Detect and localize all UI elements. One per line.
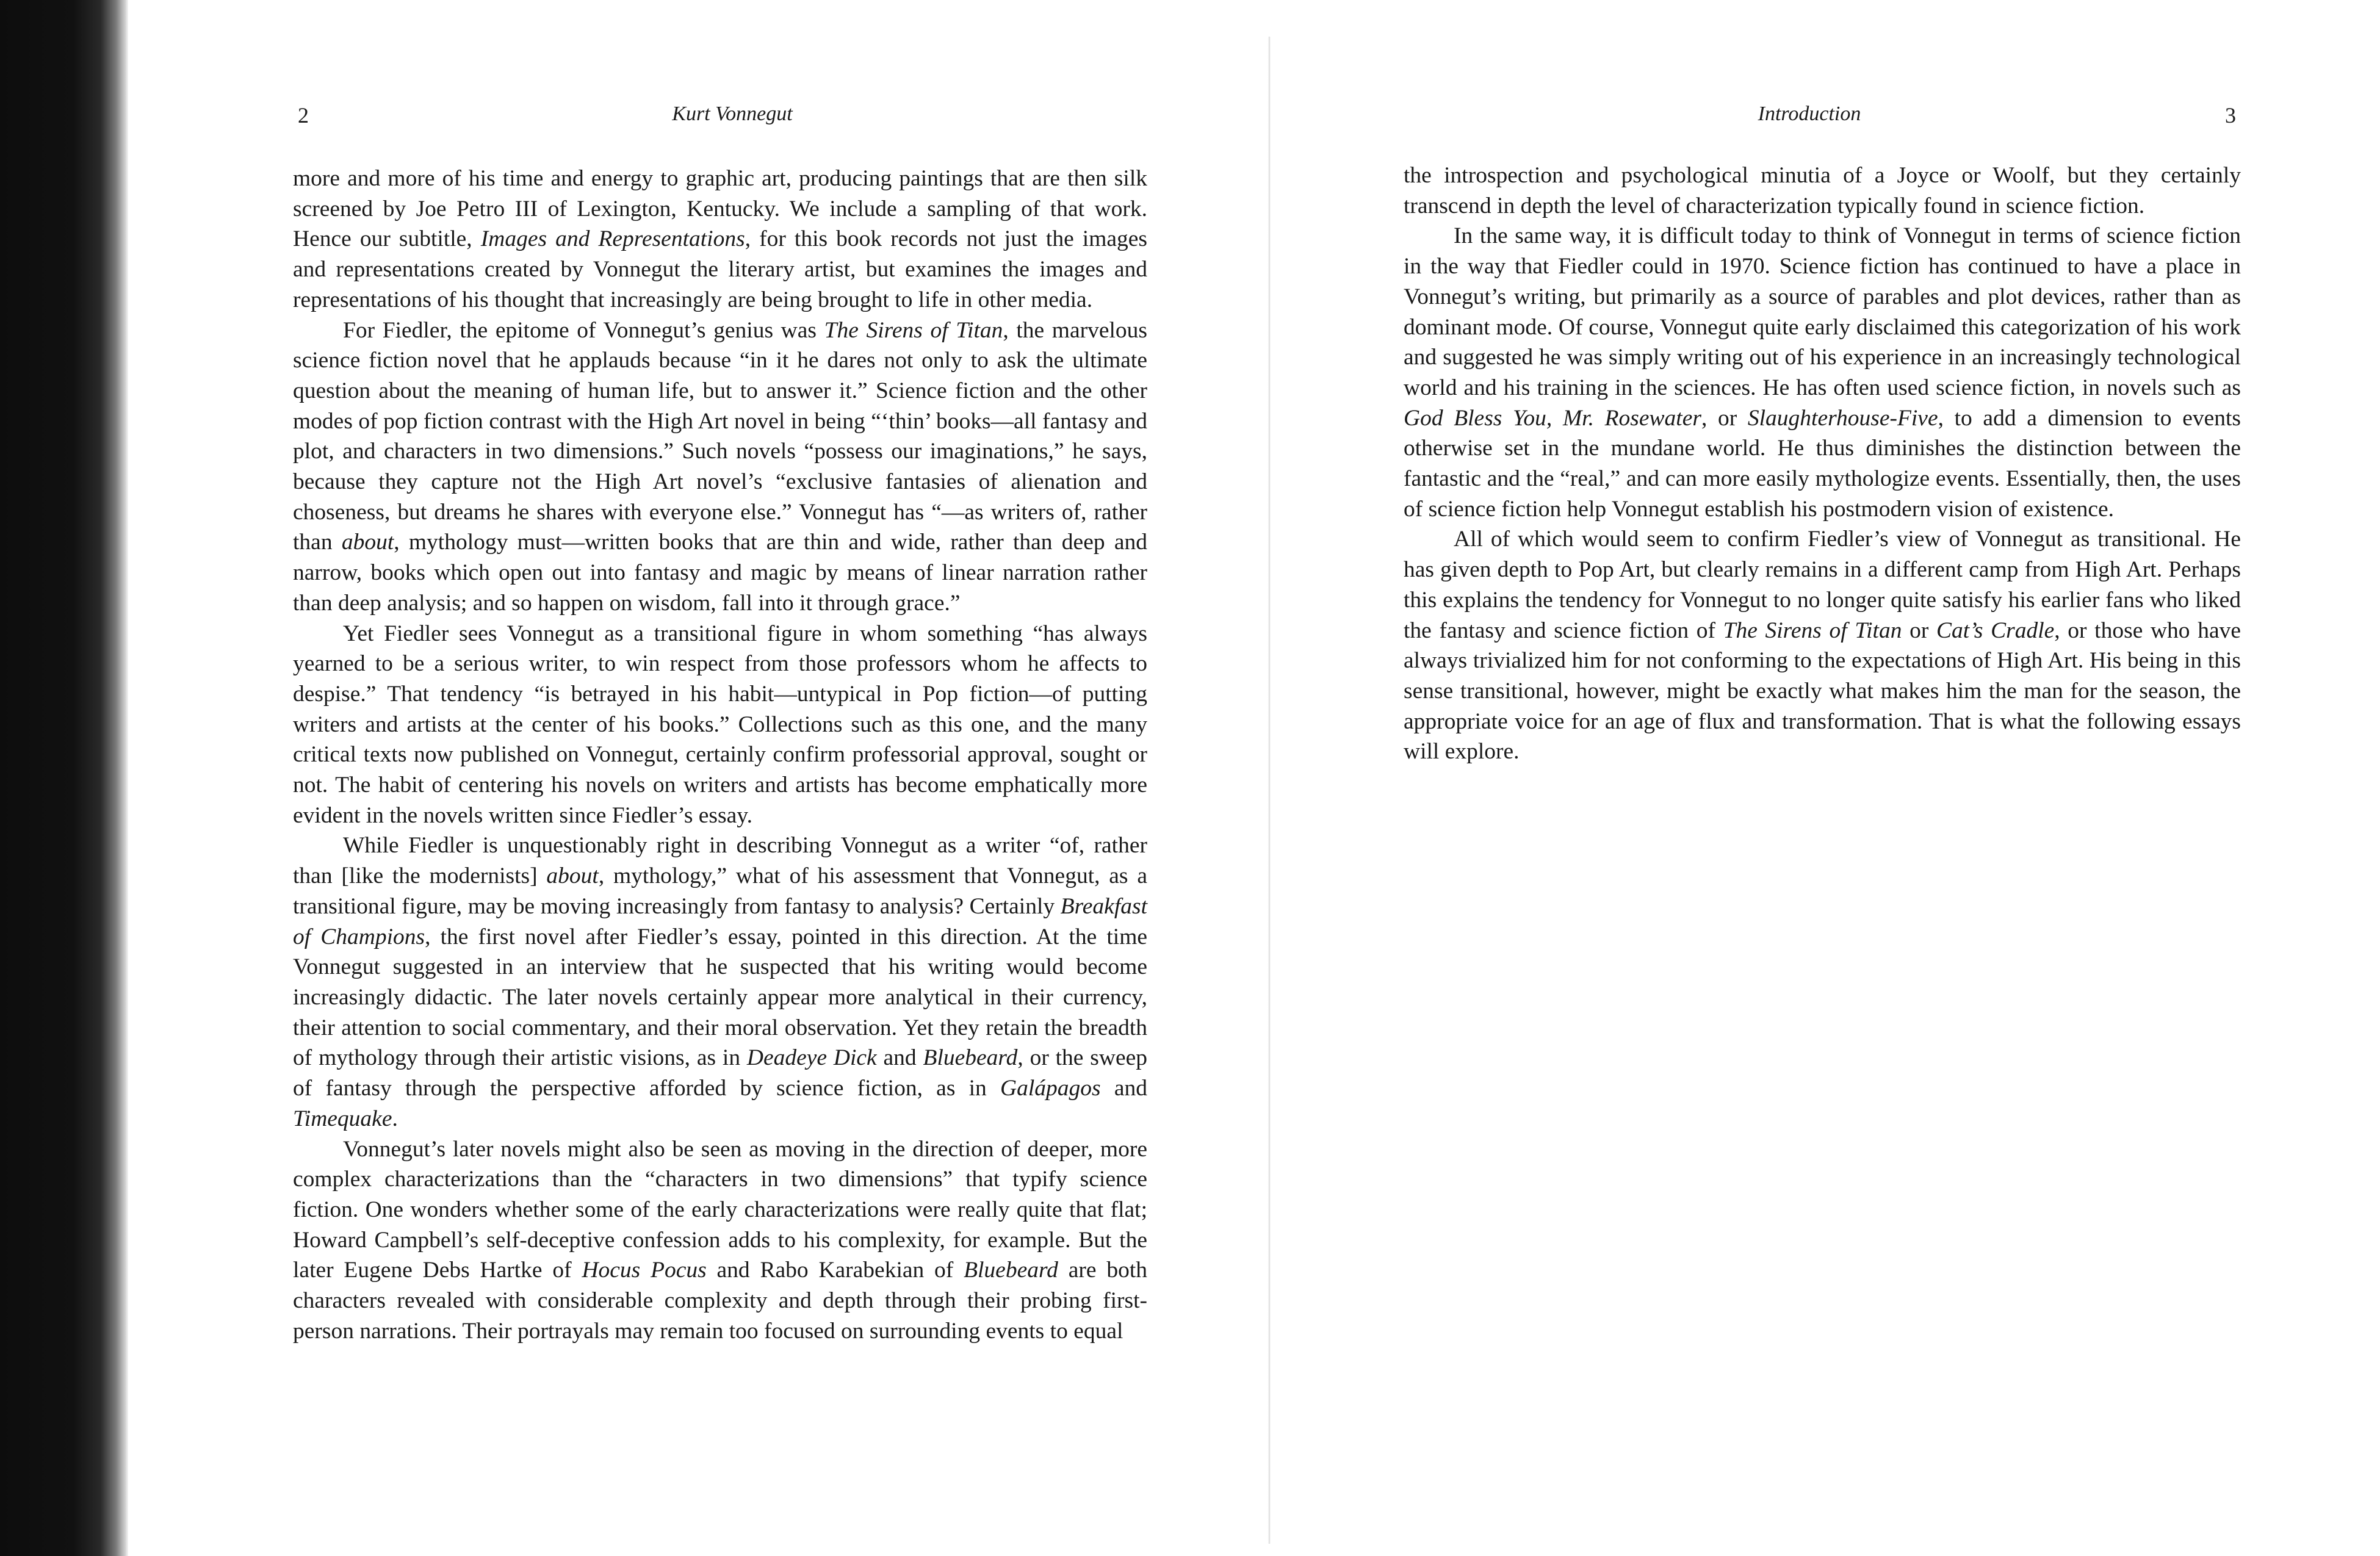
italic-title: Breakfast of Champions	[293, 893, 1147, 949]
text-run: In the same way, it is difficult today to think of Vonnegut in terms of science fiction in the way that Fiedler could in 1970. Science fiction has continued to have a place in Vonnegut’s writing, but primarily as a source of parables and plot devices, rather than as dominant mode. Of course, Vonnegut quite early disclaimed this categorization of his work and suggested he was simply writing out of his experience in an increasingly technological world and his training in the sciences. He has often used science fiction, in novels such as	[1404, 223, 2241, 400]
right-page	[1404, 0, 2252, 1556]
text-run: and Rabo Karabekian of	[706, 1258, 964, 1283]
text-run: and	[876, 1045, 923, 1071]
text-run: Yet Fiedler sees Vonnegut as a transitional figure in whom something “has always yearned to be a serious writer, to win respect from those professors whom he affects to despise.” That tendency “is betrayed in his habit—untypical in Pop fiction—of putting writers and artists at the center of his books.” Collections such as this one, and the many critical texts now published on Vonnegut, certainly confirm professorial approval, sought or not. The habit of centering his novels on writers and artists has become emphatically more evident in the novels written since Fiedler’s essay.	[293, 621, 1147, 828]
text-run: and	[1100, 1076, 1147, 1101]
paragraph	[1404, 524, 2241, 767]
text-run: more and more of his time and energy to graphic art, producing paintings that are then silk screened by Joe Petro III of Lexington, Kentucky. We include a sampling of that work. Hence our subtitle,	[293, 166, 1147, 252]
text-run: For Fiedler, the epitome of Vonnegut’s genius was	[343, 317, 824, 343]
italic-title: Timequake	[293, 1106, 392, 1131]
italic-title: Deadeye Dick	[746, 1045, 877, 1071]
paragraph	[293, 315, 1147, 619]
italic-title: God Bless You, Mr. Rosewater	[1404, 405, 1701, 431]
italic-title: about	[546, 863, 599, 889]
paragraph	[293, 830, 1147, 1134]
italic-title: about	[341, 530, 394, 555]
italic-title: Images and Representations	[480, 226, 745, 252]
paragraph	[293, 164, 1147, 315]
left-body-text	[293, 164, 1147, 1346]
left-page	[293, 0, 1147, 1556]
paragraph	[1404, 160, 2241, 221]
paragraph	[293, 1134, 1147, 1347]
italic-title: The Sirens of Titan	[1723, 618, 1902, 643]
center-gutter	[1268, 37, 1271, 1544]
book-spine-shadow	[0, 0, 128, 1556]
text-run: , the marvelous science fiction novel that he applauds because “in it he dares not only to ask the ultimate question about the meaning of human life, but to answer it.” Science fiction and the other modes of pop fiction contrast with the High Art novel in being “‘thin’ books—all fantasy and plot, and characters in two dimensions.” Such novels “possess our imaginations,” he says, because they capture not the High Art novel’s “exclusive fantasies of alienation and choseness, but dreams he shares with everyone else.” Vonnegut has “—as writers of, rather than	[293, 317, 1148, 555]
italic-title: Bluebeard	[964, 1258, 1058, 1283]
italic-title: The Sirens of Titan	[824, 317, 1003, 343]
text-run: , or those who have always trivialized him for not conforming to the expectations of High Art. His being in this sense transitional, however, might be exactly what makes him the man for the season, the appropriate voice for an age of flux and transformation. That is what the following essays will explore.	[1404, 618, 2241, 765]
italic-title: Cat’s Cradle	[1936, 618, 2055, 643]
text-run: , for this book records not just the images and representations created by Vonnegut the literary artist, but examines the images and representations of his thought that increasingly are being brought to life in other media.	[293, 226, 1147, 312]
text-run: are both characters revealed with considerable complexity and depth through their probing first-person narrations. Their portrayals may remain too focused on surrounding events to equal	[293, 1258, 1147, 1344]
text-run: All of which would seem to confirm Fiedler’s view of Vonnegut as transitional. He has given depth to Pop Art, but clearly remains in a different camp from High Art. Perhaps this explains the tendency for Vonnegut to no longer quite satisfy his earlier fans who liked the fantasy and science fiction of	[1404, 527, 2241, 643]
italic-title: Galápagos	[1000, 1076, 1101, 1101]
right-running-title: Introduction	[1758, 103, 1861, 125]
italic-title: Bluebeard	[923, 1045, 1018, 1071]
text-run: or	[1902, 618, 1937, 643]
text-run: , the first novel after Fiedler’s essay, pointed in this direction. At the time Vonnegut suggested in an interview that he suspected that his writing would become increasingly didactic. The later novels certainly appear more analytical in their currency, their attention to social commentary, and their moral observation. Yet they retain the breadth of mythology through their artistic visions, as in	[293, 924, 1148, 1071]
text-run: , to add a dimension to events otherwise set in the mundane world. He thus diminishes the distinction between the fantastic and the “real,” and can more easily mythologize events. Essentially, then, the uses of science fiction help Vonnegut establish his postmodern vision of existence.	[1404, 405, 2241, 522]
text-run: While Fiedler is unquestionably right in describing Vonnegut as a writer “of, rather than [like the modernists]	[293, 833, 1147, 889]
left-running-title: Kurt Vonnegut	[672, 103, 793, 125]
text-run: Vonnegut’s later novels might also be seen as moving in the direction of deeper, more complex characterizations than the “characters in two dimensions” that typify science fiction. One wonders whether some of the early characterizations were really quite that flat; Howard Campbell’s self-deceptive confession adds to his complexity, for example. But the later Eugene Debs Hartke of	[293, 1136, 1147, 1283]
right-body-text	[1404, 160, 2241, 767]
text-run: , mythology must—written books that are thin and wide, rather than deep and narrow, books which open out into fantasy and magic by means of linear narration rather than deep analysis; and so happen on wisdom, fall into it through grace.”	[293, 530, 1147, 616]
text-run: , mythology,” what of his assessment that Vonnegut, as a transitional figure, may be moving increasingly from fantasy to analysis? Certainly	[293, 863, 1147, 919]
paragraph	[1404, 221, 2241, 524]
left-page-number: 2	[298, 103, 309, 128]
text-run: the introspection and psychological minutia of a Joyce or Woolf, but they certainly transcend in depth the level of characterization typically found in science fiction.	[1404, 163, 2241, 218]
left-running-head	[293, 103, 1147, 133]
text-run: , or	[1701, 405, 1748, 431]
italic-title: Hocus Pocus	[582, 1258, 707, 1283]
text-run: , or the sweep of fantasy through the perspective afforded by science fiction, as in	[293, 1045, 1148, 1101]
italic-title: Slaughterhouse-Five	[1747, 405, 1938, 431]
text-run: .	[392, 1106, 398, 1131]
right-running-head	[1404, 103, 2252, 133]
paragraph	[293, 619, 1147, 831]
right-page-number: 3	[2225, 103, 2236, 128]
